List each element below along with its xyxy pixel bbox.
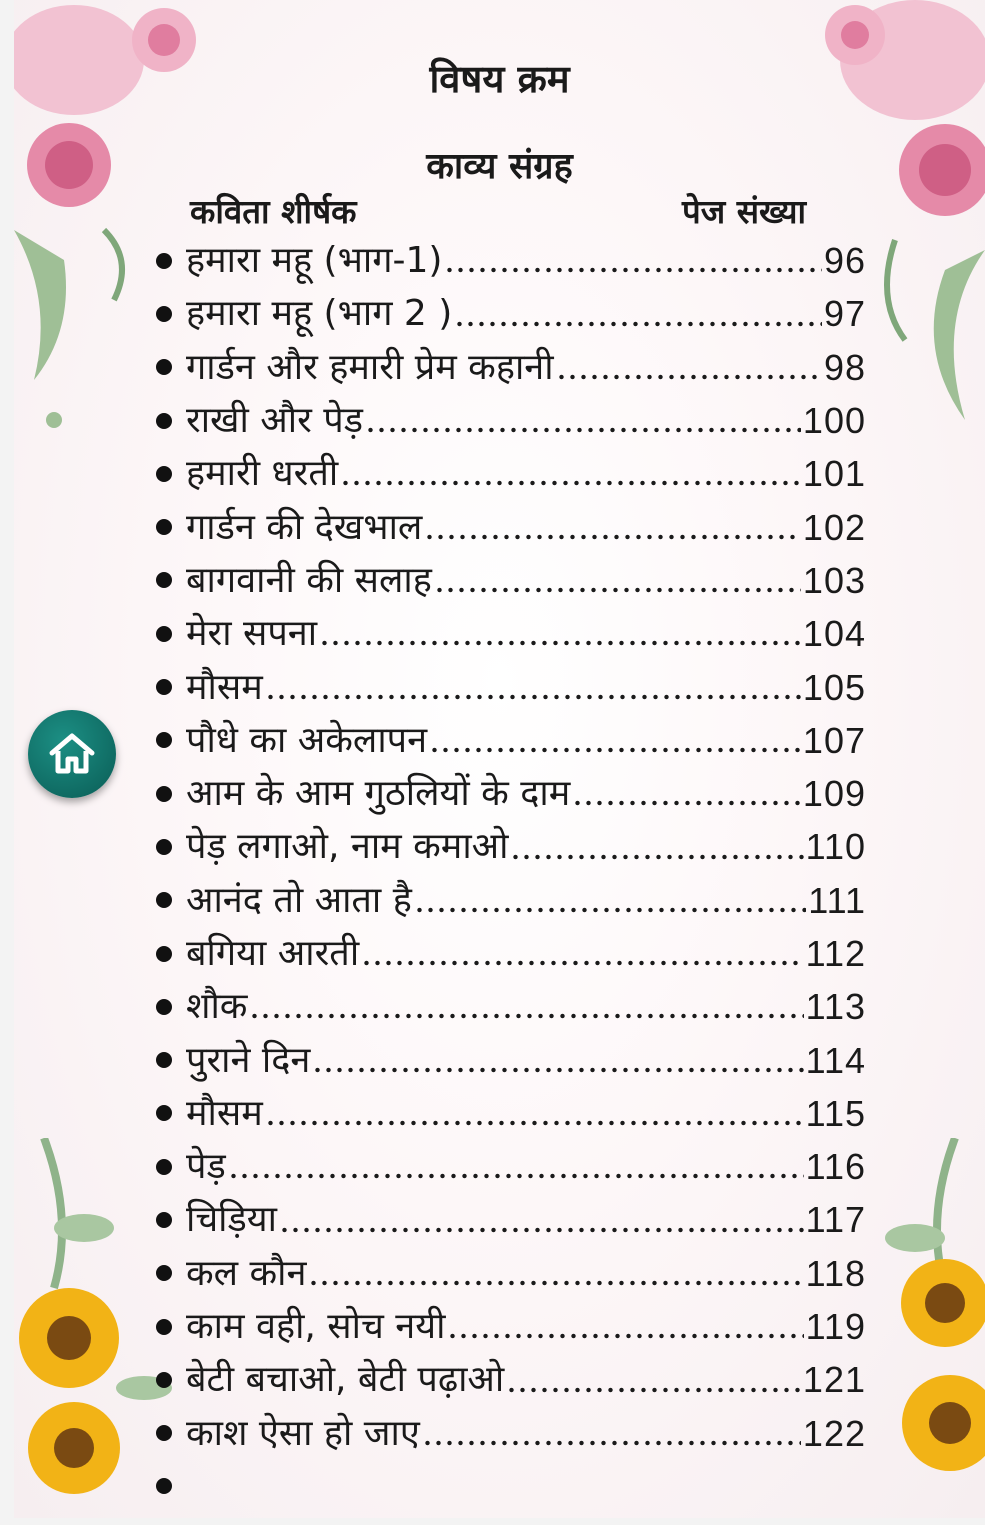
bullet-icon: [156, 679, 172, 695]
toc-entry-page: 96: [823, 240, 866, 282]
toc-entry-page: 102: [802, 506, 866, 548]
toc-entry-page: 118: [805, 1252, 866, 1294]
toc-entry-title: पौधे का अकेलापन: [186, 719, 428, 761]
toc-entry-page: 117: [805, 1199, 866, 1241]
toc-entry-title: राखी और पेड़: [186, 400, 363, 442]
toc-entry[interactable]: [146, 394, 866, 447]
toc-entry-page: 121: [802, 1359, 866, 1401]
dot-leader: [265, 686, 801, 700]
dot-leader: [434, 579, 801, 593]
dot-leader: [556, 366, 822, 380]
dot-leader: [319, 632, 801, 646]
dot-leader: [365, 419, 801, 433]
dot-leader: [572, 792, 801, 806]
toc-entry[interactable]: [146, 714, 866, 767]
toc-entry[interactable]: [146, 1033, 866, 1086]
toc-entry-page: 114: [805, 1039, 866, 1081]
toc-entry[interactable]: [146, 554, 866, 607]
column-header-title: कविता शीर्षक: [190, 192, 357, 231]
home-icon: [47, 731, 97, 777]
toc-entry[interactable]: [146, 234, 866, 287]
toc-entry[interactable]: [146, 927, 866, 980]
dot-leader: [279, 1219, 804, 1233]
dot-leader: [424, 526, 801, 540]
toc-entry-title: आम के आम गुठलियों के दाम: [186, 773, 571, 815]
dot-leader: [454, 313, 822, 327]
bullet-icon: [156, 1105, 172, 1121]
dot-leader: [429, 739, 801, 753]
toc-entry-page: 109: [802, 773, 866, 815]
toc-entry[interactable]: [146, 341, 866, 394]
bullet-icon: [156, 1478, 172, 1494]
dot-leader: [447, 1325, 803, 1339]
toc-entry-page: 122: [802, 1412, 866, 1454]
toc-entry-title: बगिया आरती: [186, 933, 360, 974]
column-header-page: पेज संख्या: [682, 192, 807, 231]
toc-entry[interactable]: [146, 287, 866, 340]
bullet-icon: [156, 786, 172, 802]
toc-entry-title: हमारा महू (भाग-1): [186, 240, 443, 282]
toc-entry-title: काम वही, सोच नयी: [186, 1306, 446, 1348]
toc-entry-page: 119: [805, 1306, 866, 1348]
toc-entry-title: पेड़ लगाओ, नाम कमाओ: [186, 826, 509, 868]
bullet-icon: [156, 1265, 172, 1281]
toc-entry-page: 100: [802, 400, 866, 442]
toc-entry-page: 103: [802, 559, 866, 601]
dot-leader: [249, 1005, 803, 1019]
page-title: विषय क्रम: [429, 57, 570, 101]
dot-leader: [422, 1432, 801, 1446]
bullet-icon: [156, 892, 172, 908]
toc-entry-title: हमारी धरती: [186, 453, 339, 495]
toc-entry-page: 113: [805, 986, 866, 1028]
toc-entry-page: 98: [823, 346, 866, 388]
toc-entry-page: 105: [802, 666, 866, 708]
toc-entry-page: 97: [823, 293, 866, 335]
dot-leader: [340, 472, 801, 486]
toc-entry[interactable]: [146, 980, 866, 1033]
bullet-icon: [156, 946, 172, 962]
dot-leader: [510, 846, 803, 860]
bullet-icon: [156, 839, 172, 855]
dot-leader: [312, 1059, 803, 1073]
toc-entry-title: मौसम: [186, 666, 263, 708]
toc-entry[interactable]: [146, 820, 866, 873]
dot-leader: [444, 259, 822, 273]
toc-entry-page: 110: [805, 826, 866, 868]
bullet-icon: [156, 626, 172, 642]
toc-entry-title: बागवानी की सलाह: [186, 559, 432, 601]
bullet-icon: [156, 1425, 172, 1441]
toc-entry[interactable]: [146, 767, 866, 820]
home-button[interactable]: [28, 710, 116, 798]
toc-entry-title: चिड़िया: [186, 1199, 277, 1241]
bullet-icon: [156, 1319, 172, 1335]
toc-entry-page: 111: [808, 879, 866, 921]
bullet-icon: [156, 1159, 172, 1175]
toc-entry-page: 104: [802, 613, 866, 655]
toc-entry-page: 115: [805, 1092, 866, 1134]
toc-entry-title: हमारा महू (भाग 2 ): [186, 293, 453, 335]
toc-entry[interactable]: [146, 1300, 866, 1353]
toc-entry-title: बेटी बचाओ, बेटी पढ़ाओ: [186, 1359, 505, 1401]
toc-entry[interactable]: [146, 500, 866, 553]
toc-entry[interactable]: [146, 874, 866, 927]
dot-leader: [361, 952, 803, 966]
toc-entry-page: 116: [805, 1146, 866, 1188]
dot-leader: [506, 1379, 801, 1393]
bullet-icon: [156, 1372, 172, 1388]
toc-entry-title: मौसम: [186, 1092, 263, 1134]
toc-entry-title: काश ऐसा हो जाए: [186, 1412, 420, 1454]
bullet-icon: [156, 1212, 172, 1228]
toc-entry-title: गार्डन और हमारी प्रेम कहानी: [186, 346, 554, 388]
table-of-contents-page: [14, 0, 985, 1518]
toc-entry-title: कल कौन: [186, 1252, 307, 1294]
toc-entry[interactable]: [146, 1140, 866, 1193]
bullet-icon: [156, 306, 172, 322]
toc-entry-title: आनंद तो आता है: [186, 879, 412, 921]
toc-list: [146, 234, 866, 1513]
dot-leader: [265, 1112, 804, 1126]
bullet-icon: [156, 519, 172, 535]
bullet-icon: [156, 253, 172, 269]
dot-leader: [308, 1272, 803, 1286]
bullet-icon: [156, 1052, 172, 1068]
bullet-icon: [156, 359, 172, 375]
toc-entry[interactable]: [146, 607, 866, 660]
bullet-icon: [156, 732, 172, 748]
bullet-icon: [156, 999, 172, 1015]
toc-entry[interactable]: [146, 1353, 866, 1406]
toc-entry[interactable]: [146, 447, 866, 500]
toc-entry[interactable]: [146, 1247, 866, 1300]
bullet-icon: [156, 572, 172, 588]
toc-entry-title: पेड़: [186, 1146, 226, 1188]
toc-entry[interactable]: [146, 1193, 866, 1246]
dot-leader: [228, 1165, 804, 1179]
bullet-icon: [156, 413, 172, 429]
toc-entry[interactable]: [146, 1407, 866, 1460]
toc-entry-title: मेरा सपना: [186, 613, 318, 655]
toc-entry-page: 101: [802, 453, 866, 495]
toc-entry[interactable]: [146, 1087, 866, 1140]
toc-entry-page: 112: [805, 933, 866, 974]
section-subtitle: काव्य संग्रह: [426, 146, 573, 187]
toc-entry-title: शौक: [186, 986, 248, 1028]
dot-leader: [414, 899, 806, 913]
toc-entry-title: गार्डन की देखभाल: [186, 506, 423, 548]
toc-entry[interactable]: [146, 660, 866, 713]
bullet-icon: [156, 466, 172, 482]
toc-entry-page: 107: [802, 719, 866, 761]
toc-entry[interactable]: [146, 1460, 866, 1513]
toc-entry-title: पुराने दिन: [186, 1039, 311, 1081]
